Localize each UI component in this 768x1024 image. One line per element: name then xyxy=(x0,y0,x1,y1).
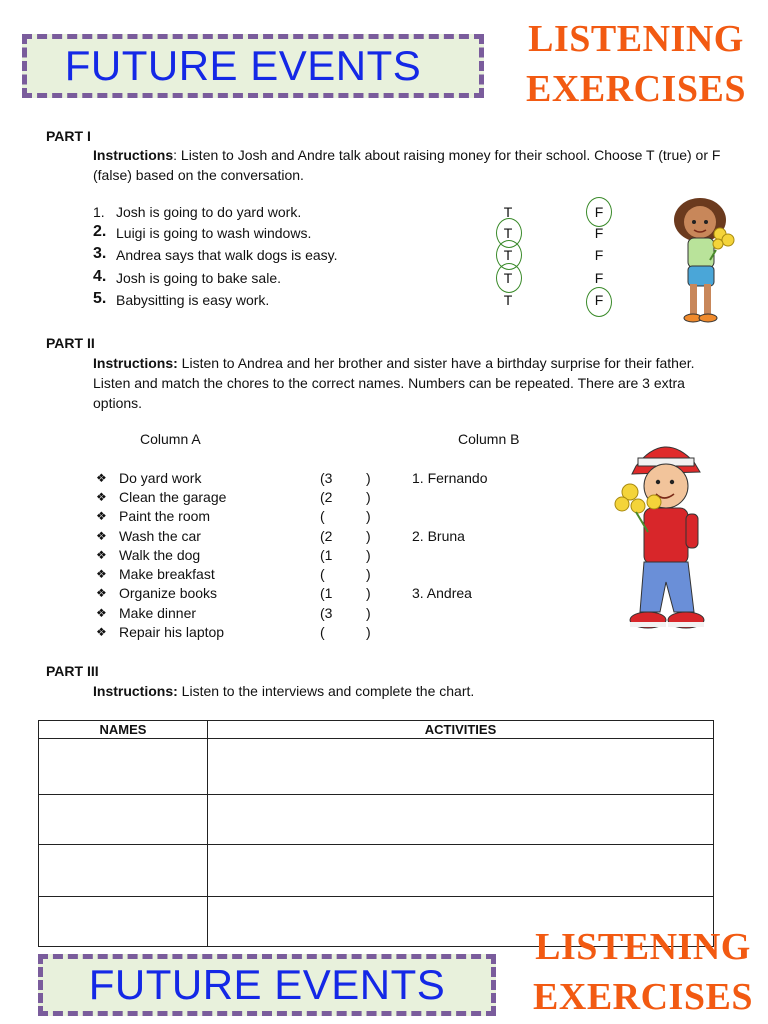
chart-activity-cell[interactable] xyxy=(208,739,714,795)
p1-item3-f: F xyxy=(594,247,604,263)
part2-label: PART II xyxy=(46,335,95,351)
side-title-line1: LISTENING xyxy=(528,18,744,60)
side-title-line2: EXERCISES xyxy=(526,68,746,110)
chore5-text: Walk the dog xyxy=(119,547,201,563)
p1-item5-text: Babysitting is easy work. xyxy=(116,292,270,308)
part1-label: PART I xyxy=(46,128,91,144)
p1-item3-t: T xyxy=(503,247,513,263)
part2-instructions-label: Instructions: xyxy=(93,355,178,371)
chore5-bullet: ❖ xyxy=(96,548,107,562)
part3-instructions xyxy=(93,681,723,701)
bottom-banner xyxy=(38,954,496,1016)
p1-item5-t: T xyxy=(503,292,513,308)
chart-col-names: NAMES xyxy=(39,721,208,739)
chore1-answer: (3 xyxy=(320,470,333,486)
banner-title: FUTURE EVENTS xyxy=(64,42,422,89)
chart-name-cell[interactable] xyxy=(39,897,208,947)
p1-item2-t: T xyxy=(503,225,513,241)
p1-item3-num: 3. xyxy=(93,245,107,262)
chore6-answer: ( xyxy=(320,566,325,582)
chart-row xyxy=(39,739,714,795)
chore5-close: ) xyxy=(366,547,371,563)
chore9-bullet: ❖ xyxy=(96,625,107,639)
p1-item4-f: F xyxy=(594,270,604,286)
chore8-answer: (3 xyxy=(320,605,333,621)
chore8-text: Make dinner xyxy=(119,605,197,621)
chore9-text: Repair his laptop xyxy=(119,624,225,640)
p1-item2-text: Luigi is going to wash windows. xyxy=(116,225,312,241)
chore4-bullet: ❖ xyxy=(96,529,107,543)
chart-row xyxy=(39,795,714,845)
column-b-heading: Column B xyxy=(458,431,520,447)
side-title-bottom-line2: EXERCISES xyxy=(533,976,753,1018)
chore7-answer: (1 xyxy=(320,585,333,601)
chore4-close: ) xyxy=(366,528,371,544)
chore4-text: Wash the car xyxy=(119,528,201,544)
boy-illustration xyxy=(608,432,720,640)
part1-instructions-text: : Listen to Josh and Andre talk about raising money for their school. Choose T (true) or F (false) based on the conversation. xyxy=(93,147,721,183)
chore3-answer: ( xyxy=(320,508,325,524)
chore7-bullet: ❖ xyxy=(96,586,107,600)
chart-name-cell[interactable] xyxy=(39,739,208,795)
p1-item1-t: T xyxy=(503,204,513,220)
chore8-bullet: ❖ xyxy=(96,606,107,620)
chore2-close: ) xyxy=(366,489,371,505)
p1-item1-num: 1. xyxy=(93,204,105,220)
chart-col-activities: ACTIVITIES xyxy=(208,721,714,739)
p1-item5-f: F xyxy=(594,292,604,308)
part1-instructions-label: Instructions xyxy=(93,147,174,163)
chart-row xyxy=(39,845,714,897)
column-a-heading: Column A xyxy=(140,431,201,447)
part1-instructions xyxy=(93,145,723,185)
p1-item4-t: T xyxy=(503,270,513,286)
name-option-2: 2. Bruna xyxy=(412,528,465,544)
top-banner xyxy=(22,34,484,98)
name-option-1: 1. Fernando xyxy=(412,470,488,486)
chore7-text: Organize books xyxy=(119,585,218,601)
chart-activity-cell[interactable] xyxy=(208,845,714,897)
p1-item2-f: F xyxy=(594,225,604,241)
side-title-bottom xyxy=(520,922,766,1022)
side-title-top xyxy=(510,14,762,114)
p1-item5-answer-circle xyxy=(586,287,612,317)
p1-item4-text: Josh is going to bake sale. xyxy=(116,270,281,286)
chore3-close: ) xyxy=(366,508,371,524)
chore7-close: ) xyxy=(366,585,371,601)
chore2-bullet: ❖ xyxy=(96,490,107,504)
part3-label: PART III xyxy=(46,663,99,679)
p1-item1-f: F xyxy=(594,204,604,220)
girl-illustration xyxy=(660,190,740,330)
chore6-bullet: ❖ xyxy=(96,567,107,581)
chore5-answer: (1 xyxy=(320,547,333,563)
chart-name-cell[interactable] xyxy=(39,845,208,897)
p1-item2-num: 2. xyxy=(93,223,107,240)
p1-item1-answer-circle xyxy=(586,197,612,227)
name-option-3: 3. Andrea xyxy=(412,585,472,601)
chore4-answer: (2 xyxy=(320,528,333,544)
chart-name-cell[interactable] xyxy=(39,795,208,845)
chore9-close: ) xyxy=(366,624,371,640)
side-title-bottom-line1: LISTENING xyxy=(535,926,751,968)
activities-chart xyxy=(38,720,714,947)
chore6-close: ) xyxy=(366,566,371,582)
chore2-text: Clean the garage xyxy=(119,489,227,505)
p1-item5-num: 5. xyxy=(93,290,107,307)
part3-instructions-text: Listen to the interviews and complete the chart. xyxy=(177,683,475,699)
chore2-answer: (2 xyxy=(320,489,333,505)
chore8-close: ) xyxy=(366,605,371,621)
banner-title-bottom: FUTURE EVENTS xyxy=(88,961,446,1008)
p1-item3-text: Andrea says that walk dogs is easy. xyxy=(116,247,338,263)
p1-item4-num: 4. xyxy=(93,268,107,285)
part2-instructions-text: Listen to Andrea and her brother and sister have a birthday surprise for their father. Listen and match the chores to the correct names. Numbers can be repeated. There are 3 extra options. xyxy=(93,355,695,411)
chart-activity-cell[interactable] xyxy=(208,795,714,845)
chore9-answer: ( xyxy=(320,624,325,640)
p1-item4-answer-circle xyxy=(496,263,522,293)
p1-item1-text: Josh is going to do yard work. xyxy=(116,204,302,220)
chore3-bullet: ❖ xyxy=(96,509,107,523)
chore1-bullet: ❖ xyxy=(96,471,107,485)
part3-instructions-label: Instructions: xyxy=(93,683,178,699)
part2-instructions xyxy=(93,353,723,413)
chart-header-row xyxy=(39,721,714,739)
chore1-text: Do yard work xyxy=(119,470,202,486)
chore3-text: Paint the room xyxy=(119,508,211,524)
chore1-close: ) xyxy=(366,470,371,486)
chore6-text: Make breakfast xyxy=(119,566,215,582)
